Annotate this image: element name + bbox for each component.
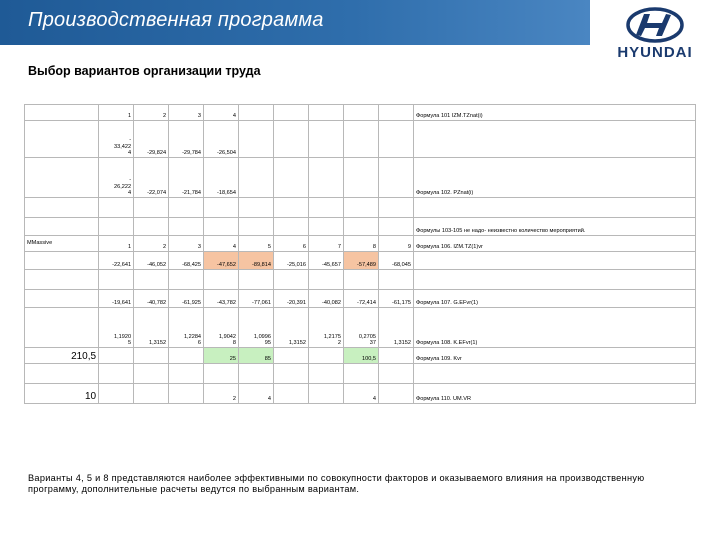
table-cell bbox=[239, 105, 274, 121]
table-cell bbox=[378, 158, 413, 198]
table-cell: -72,414 bbox=[343, 290, 378, 308]
formula-note bbox=[413, 364, 695, 384]
table-row bbox=[25, 158, 696, 198]
table-cell bbox=[169, 384, 204, 404]
table-cell bbox=[309, 105, 344, 121]
table-cell bbox=[274, 121, 309, 158]
section-subtitle: Выбор вариантов организации труда bbox=[28, 64, 261, 78]
table-cell: 4 bbox=[204, 236, 239, 252]
table-cell: 210,5 bbox=[25, 348, 99, 364]
table-cell: 8 bbox=[343, 236, 378, 252]
table-cell bbox=[378, 364, 413, 384]
table-cell: -21,784 bbox=[169, 158, 204, 198]
table-cell: -29,824 bbox=[134, 121, 169, 158]
table-cell: -77,061 bbox=[239, 290, 274, 308]
table-cell: -89,814 bbox=[239, 252, 274, 270]
table-cell bbox=[169, 348, 204, 364]
table-cell bbox=[309, 364, 344, 384]
table-cell: 25 bbox=[204, 348, 239, 364]
table-cell bbox=[378, 348, 413, 364]
hyundai-emblem-icon bbox=[600, 6, 710, 44]
table-row bbox=[25, 105, 696, 121]
table-cell: -45,657 bbox=[309, 252, 344, 270]
table-cell bbox=[274, 198, 309, 218]
table-row bbox=[25, 364, 696, 384]
table-cell bbox=[309, 158, 344, 198]
table-cell bbox=[343, 364, 378, 384]
table-cell bbox=[343, 121, 378, 158]
table-cell bbox=[274, 105, 309, 121]
table-cell bbox=[309, 198, 344, 218]
table-cell bbox=[309, 384, 344, 404]
spreadsheet-table bbox=[24, 104, 696, 404]
table-cell bbox=[239, 158, 274, 198]
formula-note: Формула 109. Kvr bbox=[413, 348, 695, 364]
table-cell bbox=[274, 270, 309, 290]
table-cell: -40,782 bbox=[134, 290, 169, 308]
table-cell bbox=[309, 270, 344, 290]
table-cell bbox=[378, 105, 413, 121]
table-cell bbox=[239, 364, 274, 384]
table-cell: 2 bbox=[204, 384, 239, 404]
table-cell: -61,925 bbox=[169, 290, 204, 308]
formula-note: Формулы 103-105 не надо- неизвестно количество мероприятий. bbox=[413, 218, 695, 236]
table-cell bbox=[204, 218, 239, 236]
table-cell: -25,016 bbox=[274, 252, 309, 270]
table-cell bbox=[343, 158, 378, 198]
table-cell bbox=[99, 384, 134, 404]
table-cell: -57,489 bbox=[343, 252, 378, 270]
table-cell bbox=[378, 121, 413, 158]
table-cell bbox=[378, 218, 413, 236]
hyundai-wordmark: HYUNDAI bbox=[617, 44, 693, 61]
table-cell bbox=[134, 218, 169, 236]
table-cell bbox=[343, 270, 378, 290]
table-cell bbox=[309, 348, 344, 364]
table-cell: 1 bbox=[99, 236, 134, 252]
table-cell bbox=[99, 198, 134, 218]
formula-note bbox=[413, 270, 695, 290]
table-cell: -47,652 bbox=[204, 252, 239, 270]
formula-note bbox=[413, 121, 695, 158]
table-cell: - 33,422 4 bbox=[99, 121, 134, 158]
table-cell: 1,3152 bbox=[274, 308, 309, 348]
table-cell bbox=[239, 270, 274, 290]
table-cell: -40,082 bbox=[309, 290, 344, 308]
table-cell: -18,654 bbox=[204, 158, 239, 198]
table-cell bbox=[378, 270, 413, 290]
table-cell: MMassive bbox=[25, 236, 99, 252]
table-cell bbox=[343, 198, 378, 218]
table-cell bbox=[169, 218, 204, 236]
formula-note bbox=[413, 252, 695, 270]
table-cell: 10 bbox=[25, 384, 99, 404]
table-cell: -20,391 bbox=[274, 290, 309, 308]
table-cell bbox=[25, 198, 99, 218]
table-cell bbox=[169, 364, 204, 384]
table-row bbox=[25, 270, 696, 290]
table-cell bbox=[343, 105, 378, 121]
table-cell bbox=[274, 384, 309, 404]
table-cell: 1,2284 6 bbox=[169, 308, 204, 348]
table-cell: -46,052 bbox=[134, 252, 169, 270]
table-row bbox=[25, 218, 696, 236]
table-cell: 1 bbox=[99, 105, 134, 121]
formula-note: Формула 101 IZM.TZnat(i) bbox=[413, 105, 695, 121]
table-cell bbox=[274, 364, 309, 384]
table-cell: -43,782 bbox=[204, 290, 239, 308]
table-cell: -22,641 bbox=[99, 252, 134, 270]
table-cell bbox=[25, 290, 99, 308]
table-cell: 4 bbox=[204, 105, 239, 121]
table-cell bbox=[99, 348, 134, 364]
table-cell: -19,641 bbox=[99, 290, 134, 308]
table-cell: 1,2175 2 bbox=[309, 308, 344, 348]
table-cell: 1,1920 5 bbox=[99, 308, 134, 348]
table-cell bbox=[378, 384, 413, 404]
table-cell bbox=[204, 198, 239, 218]
table-cell bbox=[25, 308, 99, 348]
formula-note: Формула 102. PZnat(i) bbox=[413, 158, 695, 198]
table-cell bbox=[309, 218, 344, 236]
table-cell bbox=[169, 198, 204, 218]
table-row bbox=[25, 384, 696, 404]
table-cell bbox=[25, 158, 99, 198]
table-cell: -68,045 bbox=[378, 252, 413, 270]
table-cell bbox=[309, 121, 344, 158]
table-cell bbox=[169, 270, 204, 290]
table-cell: -68,425 bbox=[169, 252, 204, 270]
header-bar bbox=[0, 0, 590, 45]
formula-note: Формула 108. K.EFvr(1) bbox=[413, 308, 695, 348]
table-cell: -29,784 bbox=[169, 121, 204, 158]
table-cell bbox=[25, 364, 99, 384]
table-cell: 6 bbox=[274, 236, 309, 252]
formula-note: Формула 110. UM.VR bbox=[413, 384, 695, 404]
table-cell bbox=[134, 348, 169, 364]
table-row bbox=[25, 348, 696, 364]
table-row bbox=[25, 236, 696, 252]
table-cell: - 26,222 4 bbox=[99, 158, 134, 198]
table-cell bbox=[25, 105, 99, 121]
table-row bbox=[25, 121, 696, 158]
table-cell bbox=[25, 121, 99, 158]
table-cell bbox=[134, 364, 169, 384]
table-cell: 4 bbox=[239, 384, 274, 404]
table-row bbox=[25, 308, 696, 348]
table-cell bbox=[99, 218, 134, 236]
table-cell bbox=[25, 218, 99, 236]
table-cell: 3 bbox=[169, 105, 204, 121]
table-cell bbox=[204, 364, 239, 384]
table-cell bbox=[25, 252, 99, 270]
table-cell bbox=[99, 364, 134, 384]
hyundai-logo bbox=[600, 6, 710, 66]
table-cell: 1,3152 bbox=[134, 308, 169, 348]
table-cell bbox=[134, 384, 169, 404]
table-cell: 85 bbox=[239, 348, 274, 364]
table-cell: 4 bbox=[343, 384, 378, 404]
table-cell: -26,504 bbox=[204, 121, 239, 158]
table-row bbox=[25, 290, 696, 308]
table-cell: 1,3152 bbox=[378, 308, 413, 348]
table-cell: 2 bbox=[134, 105, 169, 121]
table-row bbox=[25, 252, 696, 270]
table-cell: 2 bbox=[134, 236, 169, 252]
table-cell bbox=[239, 198, 274, 218]
table-cell bbox=[134, 198, 169, 218]
page-title: Производственная программа bbox=[28, 9, 324, 31]
table-cell bbox=[204, 270, 239, 290]
table-cell bbox=[274, 158, 309, 198]
table-cell: 1,0996 95 bbox=[239, 308, 274, 348]
table-cell bbox=[378, 198, 413, 218]
table-cell: 100,5 bbox=[343, 348, 378, 364]
table-cell: -22,074 bbox=[134, 158, 169, 198]
table-cell bbox=[274, 218, 309, 236]
table-cell bbox=[134, 270, 169, 290]
table-cell bbox=[25, 270, 99, 290]
table-cell bbox=[99, 270, 134, 290]
formula-note: Формула 107. G.EFvr(1) bbox=[413, 290, 695, 308]
table-cell: 7 bbox=[309, 236, 344, 252]
table-cell bbox=[274, 348, 309, 364]
conclusion-text: Варианты 4, 5 и 8 представляются наиболее эффективными по совокупности факторов и оказываемого влияния на производственную программу, дополнительные расчеты ведутся по выбранным вариантам. bbox=[28, 473, 645, 495]
table-cell: 5 bbox=[239, 236, 274, 252]
table-cell: 3 bbox=[169, 236, 204, 252]
formula-note bbox=[413, 198, 695, 218]
table-cell bbox=[239, 218, 274, 236]
table-cell bbox=[239, 121, 274, 158]
table-row bbox=[25, 198, 696, 218]
table-cell: 9 bbox=[378, 236, 413, 252]
table-cell: 0,2705 37 bbox=[343, 308, 378, 348]
table-cell: 1,9042 8 bbox=[204, 308, 239, 348]
formula-note: Формула 106. IZM.TZ(1)vr bbox=[413, 236, 695, 252]
table-cell: -61,175 bbox=[378, 290, 413, 308]
table-cell bbox=[343, 218, 378, 236]
